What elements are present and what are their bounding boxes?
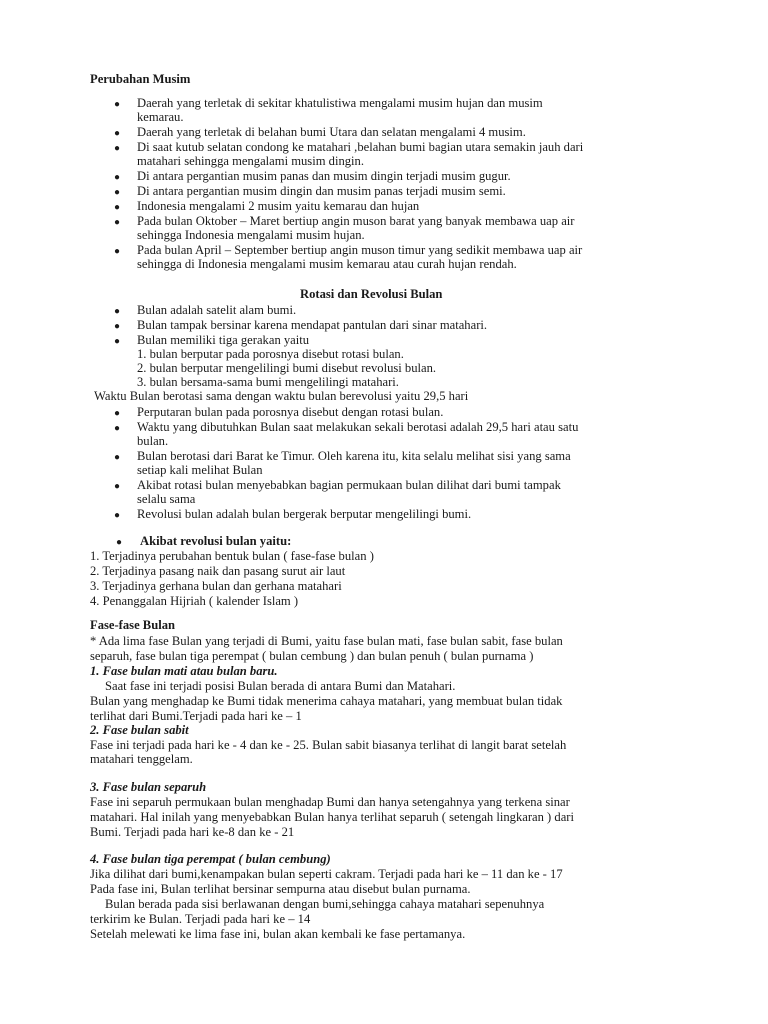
- list-item-cont: sehingga di Indonesia mengalami musim kemarau atau curah hujan rendah.: [137, 257, 517, 271]
- numbered-item: 2. Terjadinya pasang naik dan pasang surut air laut: [90, 564, 346, 578]
- bullet-dot: ●: [114, 452, 121, 463]
- list-item-cont: kemarau.: [137, 110, 184, 124]
- rotation-note: Waktu Bulan berotasi sama dengan waktu bulan berevolusi yaitu 29,5 hari: [94, 389, 469, 403]
- paragraph-line: matahari. Hal inilah yang menyebabkan Bulan hanya terlihat separuh ( setengah lingkaran ) dari: [90, 810, 574, 824]
- paragraph-line: matahari tenggelam.: [90, 752, 193, 766]
- heading-fase-bulan: Fase-fase Bulan: [90, 618, 176, 632]
- bullet-dot: ●: [116, 537, 123, 548]
- list-item: Bulan adalah satelit alam bumi.: [137, 303, 297, 317]
- paragraph-line: separuh, fase bulan tiga perempat ( bulan cembung ) dan bulan penuh ( bulan purnama ): [90, 649, 534, 663]
- bullet-dot: ●: [114, 481, 121, 492]
- list-item: Pada bulan April – September bertiup angin muson timur yang sedikit membawa uap air: [137, 243, 583, 257]
- list-item-cont: matahari sehingga mengalami musim dingin.: [137, 154, 364, 168]
- heading-rotasi-revolusi: Rotasi dan Revolusi Bulan: [300, 287, 443, 301]
- bullet-dot: ●: [114, 143, 121, 154]
- list-item: Bulan tampak bersinar karena mendapat pantulan dari sinar matahari.: [137, 318, 488, 332]
- bullet-dot: ●: [114, 202, 121, 213]
- bullet-dot: ●: [114, 336, 121, 347]
- bullet-dot: ●: [114, 321, 121, 332]
- list-item: Daerah yang terletak di sekitar khatulistiwa mengalami musim hujan dan musim: [137, 96, 543, 110]
- list-item: Indonesia mengalami 2 musim yaitu kemarau dan hujan: [137, 199, 420, 213]
- paragraph-line: Bulan yang menghadap ke Bumi tidak menerima cahaya matahari, yang membuat bulan tidak: [90, 694, 563, 708]
- motion-item: 3. bulan bersama-sama bumi mengelilingi matahari.: [137, 375, 399, 389]
- phase-title: 1. Fase bulan mati atau bulan baru.: [90, 664, 278, 678]
- phase-title: 4. Fase bulan tiga perempat ( bulan cembung): [90, 852, 331, 866]
- paragraph-line: terkirim ke Bulan. Terjadi pada hari ke – 14: [90, 912, 311, 926]
- bullet-dot: ●: [114, 172, 121, 183]
- bullet-dot: ●: [114, 187, 121, 198]
- heading-akibat-revolusi: Akibat revolusi bulan yaitu:: [140, 534, 292, 548]
- bullet-dot: ●: [114, 246, 121, 257]
- list-item-cont: setiap kali melihat Bulan: [137, 463, 263, 477]
- bullet-dot: ●: [114, 99, 121, 110]
- list-item: Akibat rotasi bulan menyebabkan bagian permukaan bulan dilihat dari bumi tampak: [137, 478, 561, 492]
- bullet-dot: ●: [114, 423, 121, 434]
- numbered-item: 1. Terjadinya perubahan bentuk bulan ( fase-fase bulan ): [90, 549, 374, 563]
- motion-item: 1. bulan berputar pada porosnya disebut rotasi bulan.: [137, 347, 404, 361]
- paragraph-line: terlihat dari Bumi.Terjadi pada hari ke – 1: [90, 709, 302, 723]
- list-item: Di antara pergantian musim panas dan musim dingin terjadi musim gugur.: [137, 169, 511, 183]
- paragraph-line: Jika dilihat dari bumi,kenampakan bulan seperti cakram. Terjadi pada hari ke – 11 dan ke - 17: [90, 867, 563, 881]
- list-item: Daerah yang terletak di belahan bumi Utara dan selatan mengalami 4 musim.: [137, 125, 526, 139]
- motion-item: 2. bulan berputar mengelilingi bumi disebut revolusi bulan.: [137, 361, 437, 375]
- paragraph-line: Setelah melewati ke lima fase ini, bulan akan kembali ke fase pertamanya.: [90, 927, 466, 941]
- list-item: Perputaran bulan pada porosnya disebut dengan rotasi bulan.: [137, 405, 444, 419]
- bullet-dot: ●: [114, 306, 121, 317]
- paragraph-line: * Ada lima fase Bulan yang terjadi di Bumi, yaitu fase bulan mati, fase bulan sabit, fase bulan: [90, 634, 563, 648]
- bullet-dot: ●: [114, 510, 121, 521]
- paragraph-line: Bumi. Terjadi pada hari ke-8 dan ke - 21: [90, 825, 295, 839]
- paragraph-line: Fase ini terjadi pada hari ke - 4 dan ke - 25. Bulan sabit biasanya terlihat di langit barat setelah: [90, 738, 567, 752]
- list-item: Bulan memiliki tiga gerakan yaitu: [137, 333, 310, 347]
- paragraph-line: Fase ini separuh permukaan bulan menghadap Bumi dan hanya setengahnya yang terkena sinar: [90, 795, 570, 809]
- list-item: Revolusi bulan adalah bulan bergerak berputar mengelilingi bumi.: [137, 507, 472, 521]
- list-item: Bulan berotasi dari Barat ke Timur. Oleh karena itu, kita selalu melihat sisi yang sama: [137, 449, 571, 463]
- list-item: Di saat kutub selatan condong ke matahari ,belahan bumi bagian utara semakin jauh dari: [137, 140, 584, 154]
- bullet-dot: ●: [114, 408, 121, 419]
- paragraph-line: Bulan berada pada sisi berlawanan dengan bumi,sehingga cahaya matahari sepenuhnya: [105, 897, 545, 911]
- list-item-cont: bulan.: [137, 434, 169, 448]
- list-item-cont: selalu sama: [137, 492, 196, 506]
- numbered-item: 3. Terjadinya gerhana bulan dan gerhana matahari: [90, 579, 342, 593]
- paragraph-line: Pada fase ini, Bulan terlihat bersinar sempurna atau disebut bulan purnama.: [90, 882, 471, 896]
- phase-title: 2. Fase bulan sabit: [90, 723, 189, 737]
- heading-perubahan-musim: Perubahan Musim: [90, 72, 191, 86]
- paragraph-line: Saat fase ini terjadi posisi Bulan berada di antara Bumi dan Matahari.: [105, 679, 456, 693]
- list-item: Di antara pergantian musim dingin dan musim panas terjadi musim semi.: [137, 184, 506, 198]
- bullet-dot: ●: [114, 217, 121, 228]
- list-item: Waktu yang dibutuhkan Bulan saat melakukan sekali berotasi adalah 29,5 hari atau satu: [137, 420, 579, 434]
- phase-title: 3. Fase bulan separuh: [90, 780, 207, 794]
- numbered-item: 4. Penanggalan Hijriah ( kalender Islam ): [90, 594, 299, 608]
- list-item-cont: sehingga Indonesia mengalami musim hujan.: [137, 228, 365, 242]
- list-item: Pada bulan Oktober – Maret bertiup angin muson barat yang banyak membawa uap air: [137, 214, 575, 228]
- bullet-dot: ●: [114, 128, 121, 139]
